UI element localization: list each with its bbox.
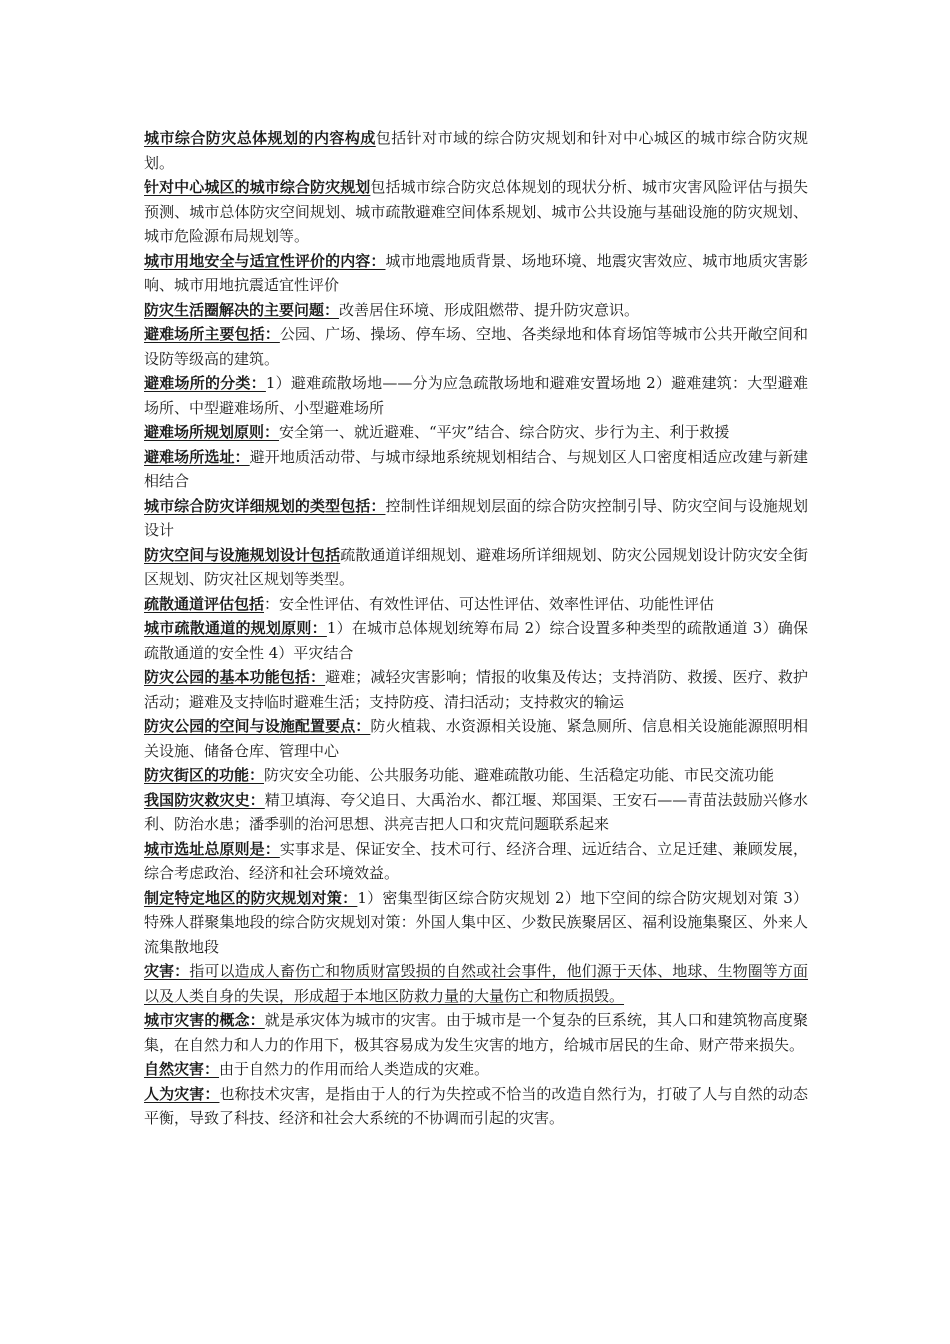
- paragraph-13: [144, 714, 808, 763]
- paragraph-12: [144, 665, 808, 714]
- paragraph-7: [144, 445, 808, 494]
- paragraph-20: [144, 1057, 808, 1082]
- paragraph-2: [144, 249, 808, 298]
- term-heading: 针对中心城区的城市综合防灾规划: [144, 178, 371, 196]
- paragraph-3: [144, 298, 808, 323]
- paragraph-text: 精卫填海、夸父追日、大禹治水、都江堰、郑国渠、王安石——青苗法鼓励兴修水利、防治水患；潘季驯的治河思想、洪亮吉把人口和灾荒问题联系起来: [144, 790, 808, 833]
- paragraph-text: 包括针对市域的综合防灾规划和针对中心城区的城市综合防灾规划。: [144, 129, 808, 172]
- paragraph-text: 就是承灾体为城市的灾害。由于城市是一个复杂的巨系统，其人口和建筑物高度聚集，在自然力和人力的作用下，极其容易成为发生灾害的地方，给城市居民的生命、财产带来损失。: [144, 1011, 808, 1054]
- paragraph-text: 防火植栽、水资源相关设施、紧急厕所、信息相关设施能源照明相关设施、储备仓库、管理中心: [144, 717, 808, 760]
- term-heading: 灾害：: [144, 962, 190, 980]
- paragraph-text: 城市地震地质背景、场地环境、地震灾害效应、城市地质灾害影响、城市用地抗震适宜性评价: [144, 251, 808, 294]
- term-heading: 防灾公园的基本功能包括：: [144, 668, 326, 686]
- paragraph-0: [144, 126, 808, 175]
- paragraph-19: [144, 1008, 808, 1057]
- term-heading: 城市综合防灾详细规划的类型包括：: [144, 496, 386, 515]
- paragraph-text: 安全第一、就近避难、“平灾”结合、综合防灾、步行为主、利于救援: [279, 423, 730, 441]
- paragraph-15: [144, 788, 808, 837]
- paragraph-text: 改善居住环境、形成阻燃带、提升防灾意识。: [339, 300, 640, 319]
- paragraph-text: 避开地质活动带、与城市绿地系统规划相结合、与规划区人口密度相适应改建与新建相结合: [144, 447, 808, 490]
- paragraph-21: [144, 1082, 808, 1131]
- term-heading: 避难场所选址：: [144, 447, 250, 466]
- paragraph-17: [144, 886, 808, 960]
- paragraph-text: 由于自然力的作用而给人类造成的灾难。: [219, 1060, 490, 1078]
- paragraph-4: [144, 322, 808, 371]
- term-heading: 防灾空间与设施规划设计包括: [144, 545, 341, 564]
- term-heading: 城市疏散通道的规划原则：: [144, 619, 327, 637]
- paragraph-6: [144, 420, 808, 445]
- term-heading: 防灾生活圈解决的主要问题：: [144, 300, 340, 319]
- paragraph-16: [144, 837, 808, 886]
- term-heading: 城市灾害的概念：: [144, 1011, 265, 1029]
- term-heading: 自然灾害：: [144, 1060, 220, 1078]
- paragraph-text: 避难；减轻灾害影响；情报的收集及传达；支持消防、救援、医疗、救护活动；避难及支持临时避难生活；支持防疫、清扫活动；支持救灾的输运: [144, 668, 808, 711]
- paragraph-18: [144, 959, 808, 1008]
- paragraph-text: 1）避难疏散场地——分为应急疏散场地和避难安置场地 2）避难建筑：大型避难场所、中型避难场所、小型避难场所: [144, 374, 808, 417]
- document-body: [144, 126, 808, 1131]
- paragraph-10: [144, 592, 808, 617]
- term-heading: 避难场所规划原则：: [144, 423, 280, 441]
- paragraph-text: 指可以造成人畜伤亡和物质财富毁损的自然或社会事件，他们源于天体、地球、生物圈等方面以及人类自身的失误，形成超于本地区防救力量的大量伤亡和物质损毁。: [144, 962, 808, 1005]
- term-heading: 防灾街区的功能：: [144, 766, 265, 784]
- paragraph-14: [144, 763, 808, 788]
- paragraph-1: [144, 175, 808, 249]
- paragraph-11: [144, 616, 808, 665]
- paragraph-text: 1）密集型街区综合防灾规划 2）地下空间的综合防灾规划对策 3）特殊人群聚集地段的综合防灾规划对策：外国人集中区、少数民族聚居区、福利设施集聚区、外来人流集散地段: [144, 888, 808, 956]
- term-heading: 避难场所主要包括：: [144, 325, 280, 343]
- paragraph-8: [144, 494, 808, 543]
- paragraph-text: 也称技术灾害，是指由于人的行为失控或不恰当的改造自然行为，打破了人与自然的动态平衡，导致了科技、经济和社会大系统的不协调而引起的灾害。: [144, 1084, 808, 1127]
- term-heading: 城市用地安全与适宜性评价的内容：: [144, 251, 386, 270]
- paragraph-text: 防灾安全功能、公共服务功能、避难疏散功能、生活稳定功能、市民交流功能: [264, 766, 775, 784]
- term-heading: 我国防灾救灾史：: [144, 790, 265, 809]
- paragraph-text: 公园、广场、操场、停车场、空地、各类绿地和体育场馆等城市公共开敞空间和设防等级高的建筑。: [144, 325, 808, 368]
- term-heading: 制定特定地区的防灾规划对策：: [144, 888, 358, 907]
- term-heading: 人为灾害：: [144, 1084, 220, 1103]
- term-heading: 疏散通道评估包括: [144, 594, 265, 613]
- term-heading: 城市选址总原则是：: [144, 839, 280, 858]
- term-heading: 防灾公园的空间与设施配置要点：: [144, 717, 371, 735]
- paragraph-5: [144, 371, 808, 420]
- term-heading: 避难场所的分类：: [144, 374, 266, 392]
- term-heading: 城市综合防灾总体规划的内容构成: [144, 129, 376, 147]
- paragraph-text: 1）在城市总体规划统筹布局 2）综合设置多种类型的疏散通道 3）确保疏散通道的安全性 4）平灾结合: [144, 619, 808, 662]
- paragraph-text: 控制性详细规划层面的综合防灾控制引导、防灾空间与设施规划设计: [144, 496, 808, 539]
- paragraph-text: 包括城市综合防灾总体规划的现状分析、城市灾害风险评估与损失预测、城市总体防灾空间规划、城市疏散避难空间体系规划、城市公共设施与基础设施的防灾规划、城市危险源布局规划等。: [144, 178, 808, 245]
- paragraph-text: 疏散通道详细规划、避难场所详细规划、防灾公园规划设计防灾安全街区规划、防灾社区规划等类型。: [144, 545, 808, 588]
- paragraph-9: [144, 543, 808, 592]
- paragraph-text: ：安全性评估、有效性评估、可达性评估、效率性评估、功能性评估: [264, 594, 715, 613]
- paragraph-text: 实事求是、保证安全、技术可行、经济合理、远近结合、立足迁建、兼顾发展，综合考虑政治、经济和社会环境效益。: [144, 839, 808, 882]
